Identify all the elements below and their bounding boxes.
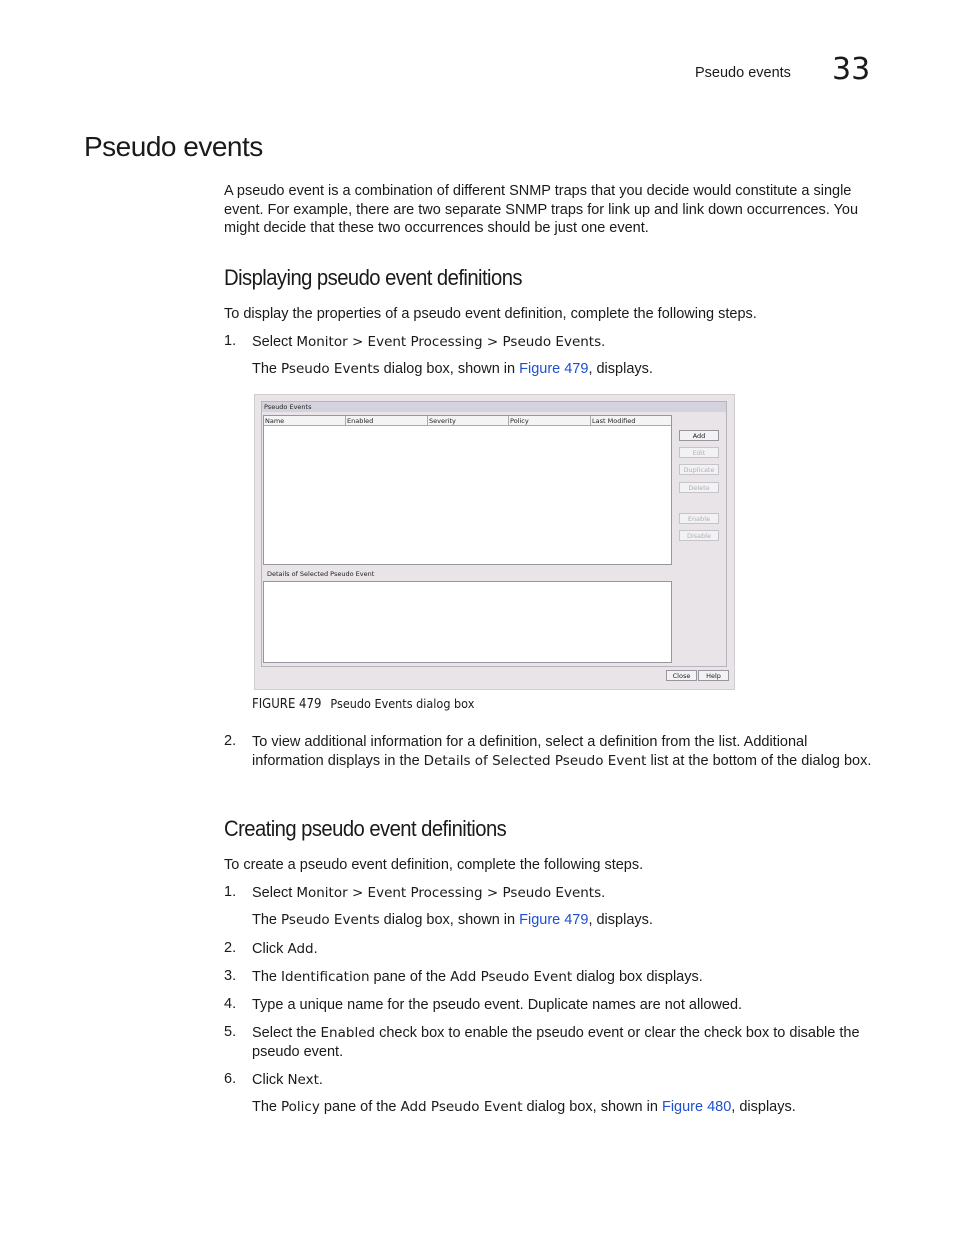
step-text-part: Select xyxy=(252,885,297,901)
text-part: The xyxy=(252,1099,282,1115)
step-result-text xyxy=(252,1099,796,1115)
step-text xyxy=(252,733,872,770)
step-text-part: Click xyxy=(252,1072,288,1088)
ui-term: Pseudo Events xyxy=(281,361,380,377)
details-label: Details of Selected Pseudo Event xyxy=(267,570,375,578)
ui-term: Add Pseudo Event xyxy=(400,1099,523,1115)
text-part: The xyxy=(252,361,282,377)
step-number: 1. xyxy=(224,333,237,349)
caption-label: FIGURE 479 xyxy=(252,697,322,712)
caption-text: Pseudo Events dialog box xyxy=(330,696,475,711)
step-number: 2. xyxy=(224,940,237,956)
step-number: 5. xyxy=(224,1024,237,1040)
column-header-last-modified[interactable]: Last Modified xyxy=(591,416,671,426)
section-heading-creating: Creating pseudo event definitions xyxy=(224,816,507,841)
step-text-part: dialog box displays. xyxy=(572,969,703,985)
column-header-severity[interactable]: Severity xyxy=(428,416,509,426)
section-heading-displaying: Displaying pseudo event definitions xyxy=(224,265,522,290)
dialog-title: Pseudo Events xyxy=(264,403,312,411)
delete-button[interactable]: Delete xyxy=(679,482,719,493)
add-button[interactable]: Add xyxy=(679,430,719,441)
step-text-part: . xyxy=(313,941,318,957)
edit-button[interactable]: Edit xyxy=(679,447,719,458)
step-number: 6. xyxy=(224,1071,237,1087)
step-text-part: Select the xyxy=(252,1025,321,1041)
duplicate-button[interactable]: Duplicate xyxy=(679,464,719,475)
step-number: 2. xyxy=(224,733,237,749)
step-result-text xyxy=(252,361,653,377)
text-part: , displays. xyxy=(588,912,653,928)
step-text-part: The xyxy=(252,969,282,985)
figure-link[interactable]: Figure 479 xyxy=(519,361,589,377)
text-part: pane of the xyxy=(319,1099,401,1115)
step-text-part: . xyxy=(318,1072,323,1088)
text-part: The xyxy=(252,912,282,928)
section2-lead: To create a pseudo event definition, complete the following steps. xyxy=(224,857,644,873)
ui-menu-path: Monitor > Event Processing > Pseudo Events xyxy=(296,885,602,901)
step-text-part: . xyxy=(601,334,606,350)
ui-term: Next xyxy=(287,1072,319,1088)
page-title: Pseudo events xyxy=(84,131,263,162)
ui-term: Enabled xyxy=(320,1025,376,1041)
help-button[interactable]: Help xyxy=(698,670,729,681)
ui-term: Identification xyxy=(281,969,370,985)
text-part: , displays. xyxy=(588,361,653,377)
ui-menu-path: Monitor > Event Processing > Pseudo Events xyxy=(296,334,602,350)
pseudo-events-dialog-figure xyxy=(254,394,735,690)
step-text xyxy=(252,1071,872,1090)
step-text-part: Select xyxy=(252,334,297,350)
step-text-part: list at the bottom of the dialog box. xyxy=(646,752,872,769)
pseudo-events-table[interactable] xyxy=(263,415,672,565)
step-text xyxy=(252,333,872,352)
text-part: dialog box, shown in xyxy=(522,1099,662,1115)
details-list[interactable] xyxy=(263,581,672,663)
step-text-part: pane of the xyxy=(369,969,451,985)
figure-link[interactable]: Figure 479 xyxy=(519,912,589,928)
step-text xyxy=(252,884,872,903)
step-text xyxy=(252,1024,872,1061)
chapter-number: 33 xyxy=(832,52,871,87)
intro-paragraph: A pseudo event is a combination of different SNMP traps that you decide would constitute a single event. For example, there are two separate SNMP traps for link up and link down occurrences. You might decide that these two occurrences should be just one event. xyxy=(224,183,859,237)
close-button[interactable]: Close xyxy=(666,670,697,681)
ui-term: Add Pseudo Event xyxy=(450,969,573,985)
step-text-part: check box to enable the pseudo event or clear the check box to disable the pseudo event. xyxy=(252,1025,860,1060)
step-text-part: To view additional information for a definition, select a definition from the list. Additional information displays in the xyxy=(252,734,808,769)
step-text: Type a unique name for the pseudo event. Duplicate names are not allowed. xyxy=(252,997,743,1013)
column-header-name[interactable]: Name xyxy=(264,416,346,426)
text-part: dialog box, shown in xyxy=(379,361,520,377)
column-header-policy[interactable]: Policy xyxy=(509,416,591,426)
step-text xyxy=(252,940,872,959)
ui-term: Policy xyxy=(281,1099,320,1115)
step-text-part: . xyxy=(601,885,606,901)
column-header-enabled[interactable]: Enabled xyxy=(346,416,428,426)
text-part: , displays. xyxy=(731,1099,796,1115)
step-number: 3. xyxy=(224,968,237,984)
step-number: 4. xyxy=(224,996,237,1012)
figure-caption xyxy=(252,696,474,712)
ui-term: Details of Selected Pseudo Event xyxy=(423,752,647,769)
figure-link[interactable]: Figure 480 xyxy=(661,1099,732,1115)
text-part: dialog box, shown in xyxy=(379,912,520,928)
disable-button[interactable]: Disable xyxy=(679,530,719,541)
enable-button[interactable]: Enable xyxy=(679,513,719,524)
ui-term: Add xyxy=(287,941,314,957)
step-text-part: Click xyxy=(252,941,288,957)
ui-term: Pseudo Events xyxy=(281,912,380,928)
section1-lead: To display the properties of a pseudo event definition, complete the following steps. xyxy=(224,306,757,322)
dialog-titlebar xyxy=(262,402,726,412)
step-number: 1. xyxy=(224,884,237,900)
running-header-title: Pseudo events xyxy=(695,65,791,81)
step-text xyxy=(252,968,872,987)
step-result-text xyxy=(252,912,653,928)
